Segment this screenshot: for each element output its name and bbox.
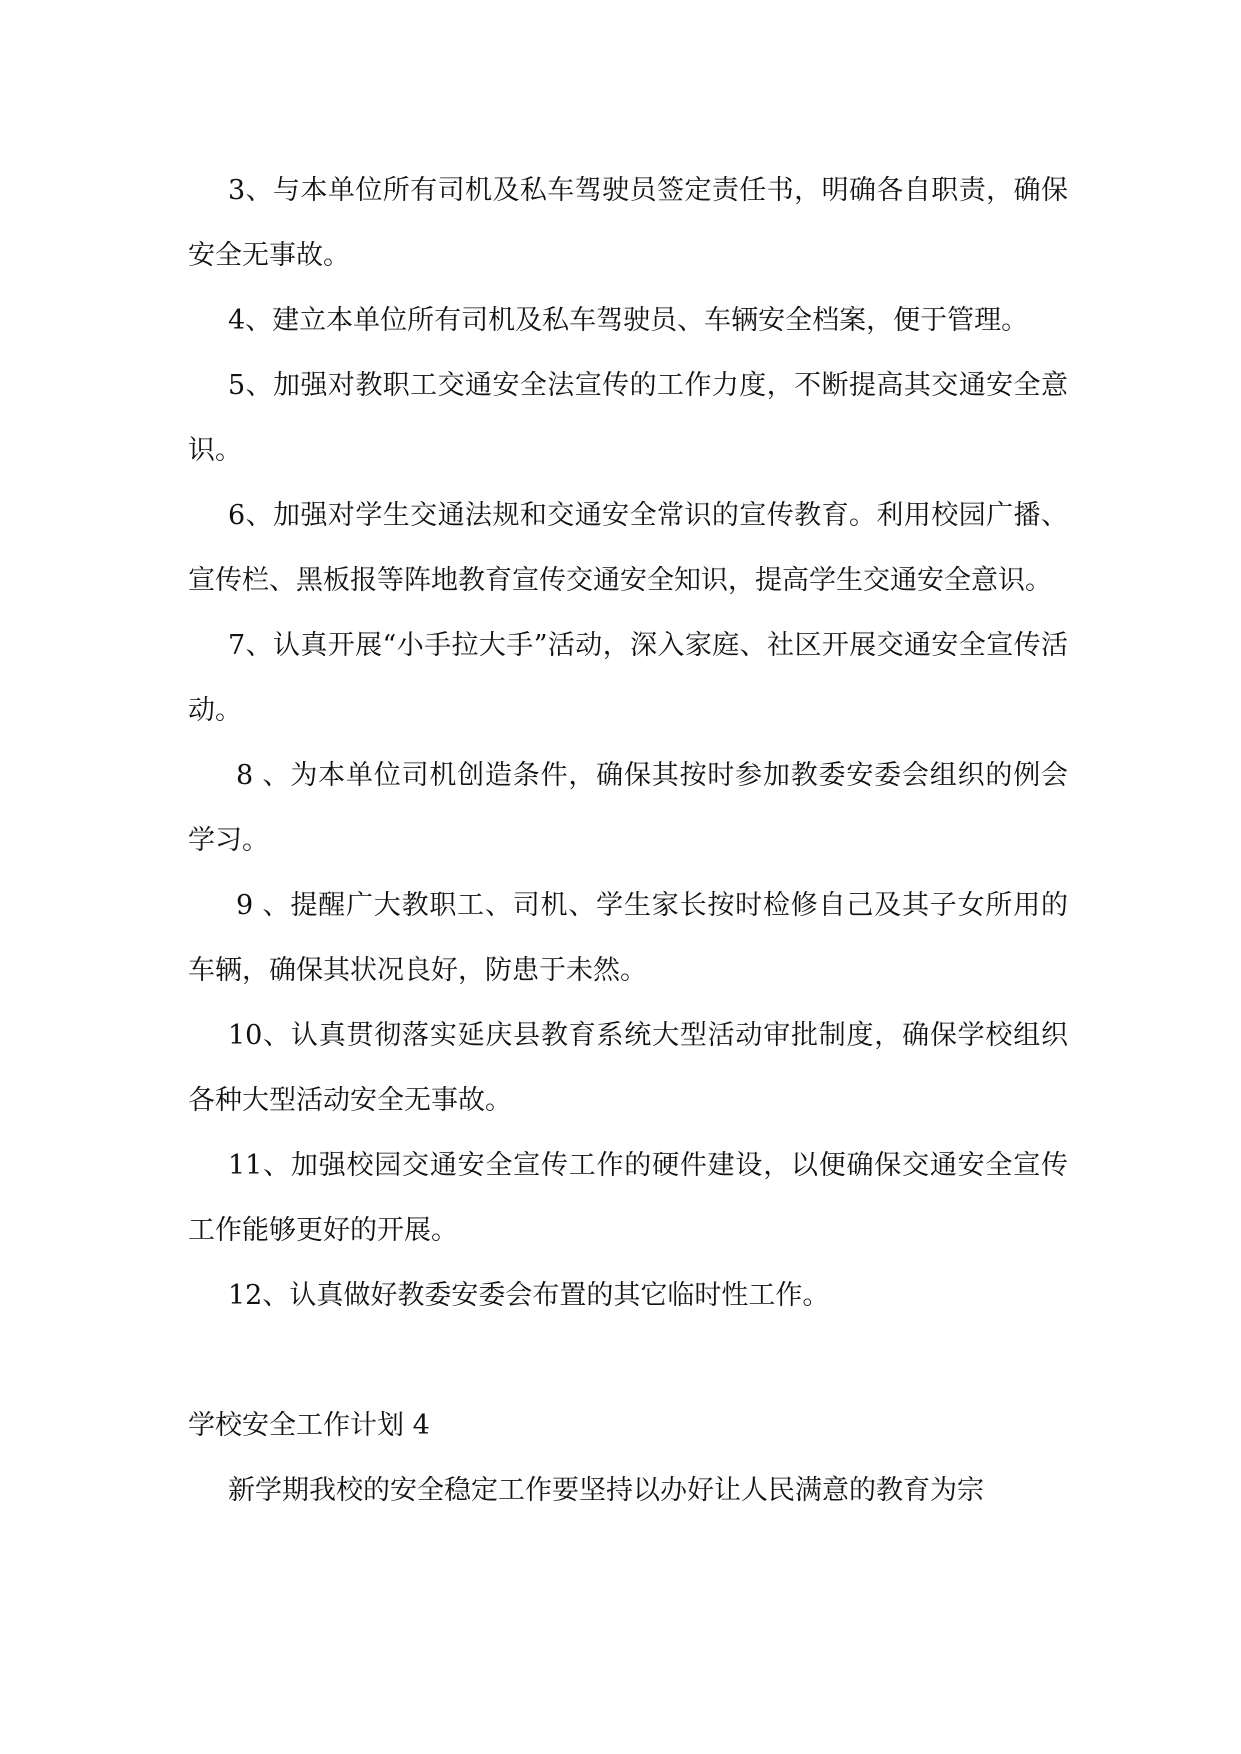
paragraph-item-9: 9 、提醒广大教职工、司机、学生家长按时检修自己及其子女所用的车辆，确保其状况良好，防患于未然。 [188,890,1068,986]
paragraph-item-6: 6、加强对学生交通法规和交通安全常识的宣传教育。利用校园广播、宣传栏、黑板报等阵地教育宣传交通安全知识，提高学生交通安全意识。 [188,500,1068,596]
paragraph-item-3: 3、与本单位所有司机及私车驾驶员签定责任书，明确各自职责，确保安全无事故。 [188,175,1068,271]
paragraph-item-5: 5、加强对教职工交通安全法宣传的工作力度，不断提高其交通安全意识。 [188,370,1068,466]
paragraph-item-12: 12、认真做好教委安委会布置的其它临时性工作。 [228,1280,830,1311]
paragraph-item-10: 10、认真贯彻落实延庆县教育系统大型活动审批制度，确保学校组织各种大型活动安全无事故。 [188,1020,1068,1116]
paragraph-item-11: 11、加强校园交通安全宣传工作的硬件建设，以便确保交通安全宣传工作能够更好的开展。 [188,1150,1068,1246]
document-body [188,158,1068,1523]
paragraph-item-8: 8 、为本单位司机创造条件，确保其按时参加教委安委会组织的例会学习。 [188,760,1068,856]
paragraph-item-7: 7、认真开展“小手拉大手”活动，深入家庭、社区开展交通安全宣传活动。 [188,630,1068,726]
section-heading: 学校安全工作计划 4 [188,1410,430,1441]
section-intro-paragraph: 新学期我校的安全稳定工作要坚持以办好让人民满意的教育为宗 [228,1475,984,1506]
paragraph-item-4: 4、建立本单位所有司机及私车驾驶员、车辆安全档案，便于管理。 [228,305,1029,336]
